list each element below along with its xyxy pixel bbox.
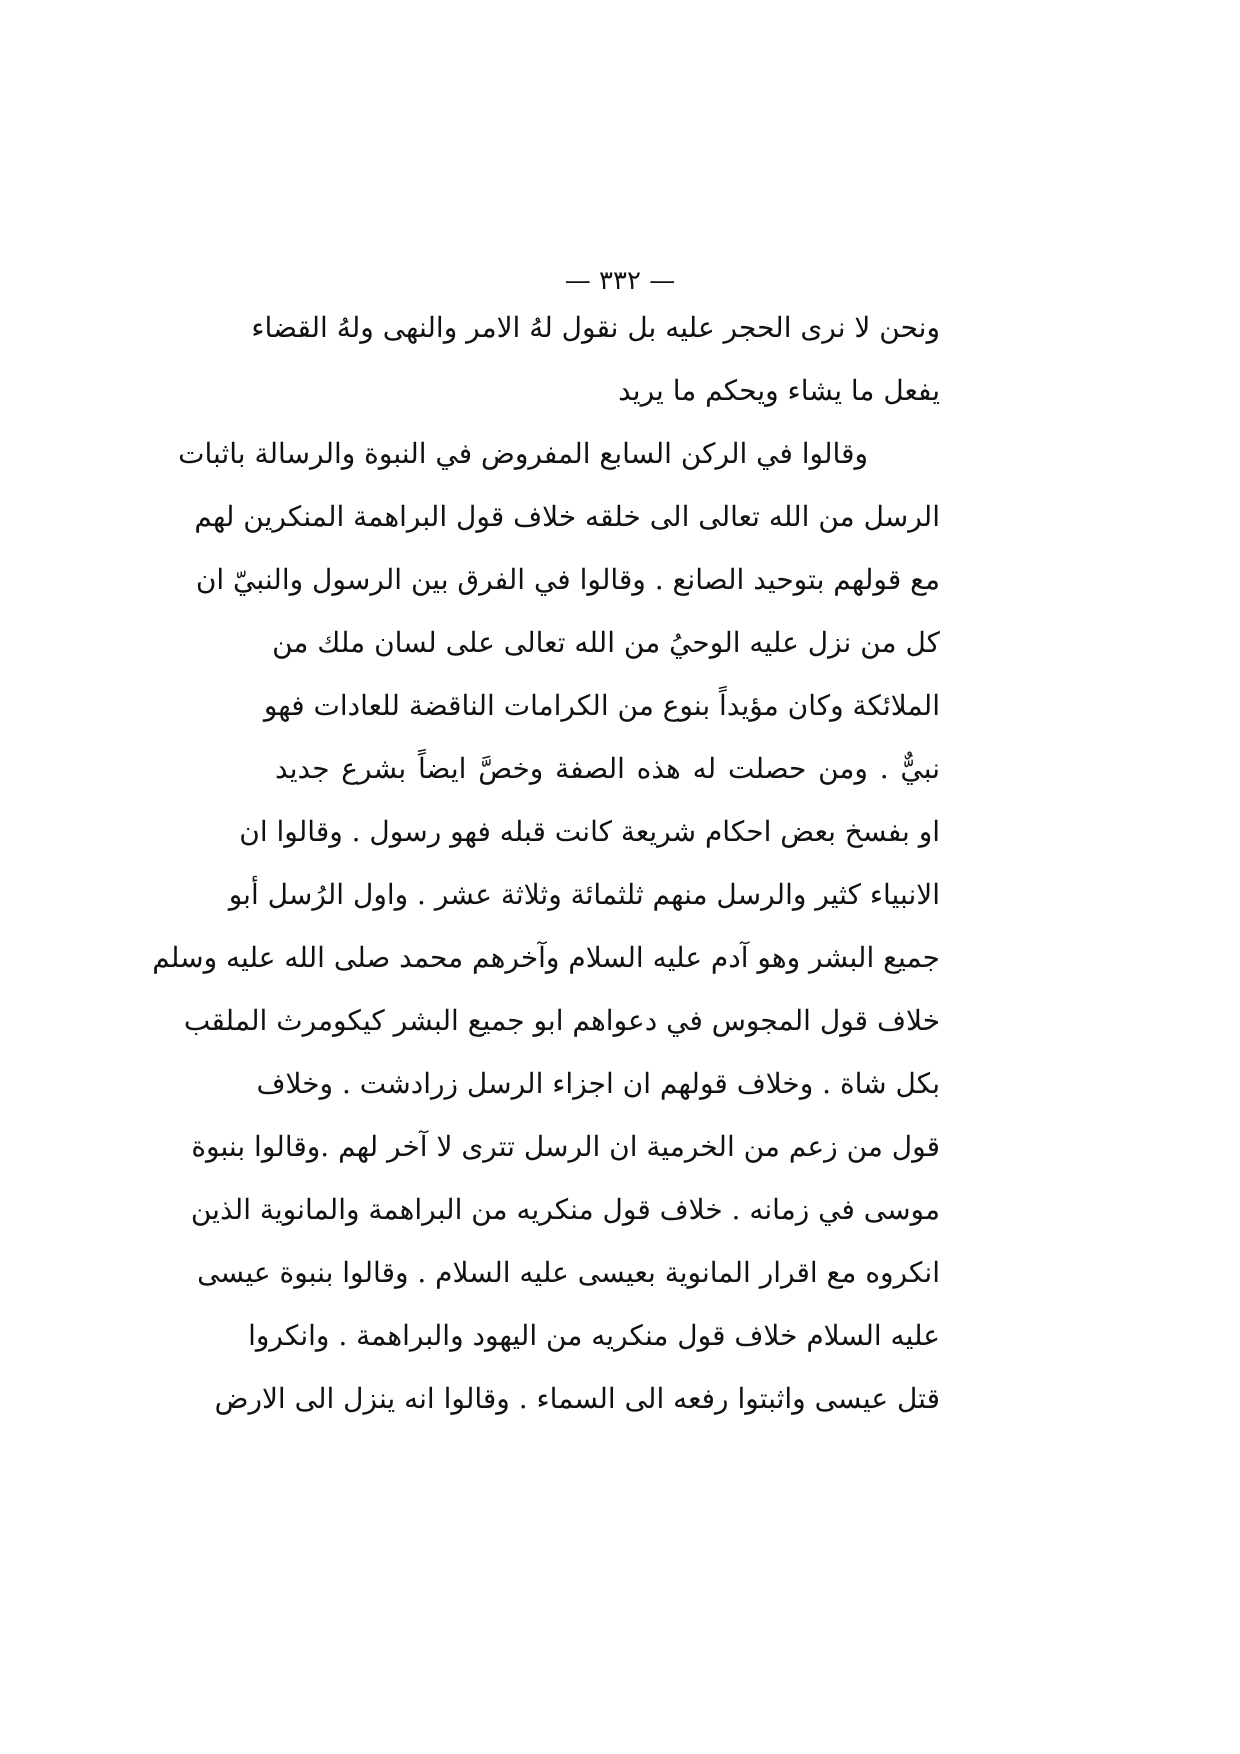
- text-line: انكروه مع اقرار المانوية بعيسى عليه السلام . وقالوا بنبوة عيسى: [197, 1256, 940, 1289]
- text-line: قتل عيسى واثبتوا رفعه الى السماء . وقالوا انه ينزل الى الارض: [214, 1382, 940, 1415]
- text-line: مع قولهم بتوحيد الصانع . وقالوا في الفرق بين الرسول والنبيّ ان: [195, 563, 940, 596]
- text-line: الانبياء كثير والرسل منهم ثلثمائة وثلاثة عشر . واول الرُسل أبو: [228, 878, 940, 911]
- text-line: بكل شاة . وخلاف قولهم ان اجزاء الرسل زرادشت . وخلاف: [256, 1067, 940, 1100]
- text-line: وقالوا في الركن السابع المفروض في النبوة والرسالة باثبات: [178, 437, 868, 470]
- text-line: موسى في زمانه . خلاف قول منكريه من البراهمة والمانوية الذين: [190, 1193, 940, 1226]
- text-line: جميع البشر وهو آدم عليه السلام وآخرهم محمد صلى الله عليه وسلم: [152, 941, 940, 974]
- text-line: الرسل من الله تعالى الى خلقه خلاف قول البراهمة المنكرين لهم: [194, 500, 940, 533]
- text-line: او بفسخ بعض احكام شريعة كانت قبله فهو رسول . وقالوا ان: [239, 815, 940, 848]
- body-text: [152, 296, 940, 1430]
- text-line: قول من زعم من الخرمية ان الرسل تترى لا آخر لهم .وقالوا بنبوة: [191, 1130, 940, 1163]
- text-line: كل من نزل عليه الوحيُ من الله تعالى على لسان ملك من: [272, 626, 940, 659]
- text-line: ونحن لا نرى الحجر عليه بل نقول لهُ الامر والنهى ولهُ القضاء: [251, 311, 940, 344]
- text-line: خلاف قول المجوس في دعواهم ابو جميع البشر كيكومرث الملقب: [183, 1004, 940, 1037]
- text-line: الملائكة وكان مؤيداً بنوع من الكرامات الناقضة للعادات فهو: [263, 689, 940, 722]
- text-line: يفعل ما يشاء ويحكم ما يريد: [618, 374, 940, 407]
- page-number: — ٣٣٢ —: [564, 266, 676, 296]
- text-line: نبيٌّ . ومن حصلت له هذه الصفة وخصَّ ايضاً بشرع جديد: [275, 752, 940, 785]
- text-line: عليه السلام خلاف قول منكريه من اليهود والبراهمة . وانكروا: [248, 1319, 940, 1352]
